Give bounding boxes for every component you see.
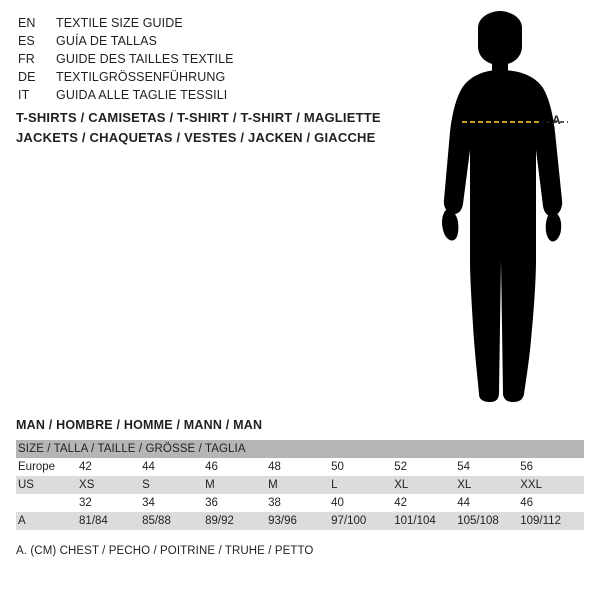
cell: 44 — [457, 494, 520, 512]
language-row — [18, 70, 418, 88]
cell: 109/112 — [520, 512, 584, 530]
cell: 85/88 — [142, 512, 205, 530]
table-header-label: SIZE / TALLA / TAILLE / GRÖSSE / TAGLIA — [16, 440, 584, 458]
language-row — [18, 88, 418, 106]
cell: M — [268, 476, 331, 494]
table-row — [16, 458, 584, 476]
cell: L — [331, 476, 394, 494]
cell: 50 — [331, 458, 394, 476]
cell: 44 — [142, 458, 205, 476]
table-row — [16, 476, 584, 494]
category-tshirts: T-SHIRTS / CAMISETAS / T-SHIRT / T-SHIRT / MAGLIETTE — [16, 110, 381, 125]
category-list — [16, 110, 436, 150]
table-row-header — [16, 440, 584, 458]
size-table — [16, 440, 584, 530]
cell: 93/96 — [268, 512, 331, 530]
cell: 46 — [205, 458, 268, 476]
category-jackets: JACKETS / CHAQUETAS / VESTES / JACKEN / GIACCHE — [16, 130, 376, 145]
language-text: GUÍA DE TALLAS — [56, 34, 157, 48]
cell: M — [205, 476, 268, 494]
cell: 56 — [520, 458, 584, 476]
table-row — [16, 494, 584, 512]
measure-label-a: A — [552, 113, 561, 127]
footnote-chest-measure: A. (CM) CHEST / PECHO / POITRINE / TRUHE / PETTO — [16, 545, 314, 557]
male-silhouette-figure — [400, 10, 600, 410]
cell: 32 — [79, 494, 142, 512]
language-list — [18, 16, 418, 106]
language-text: GUIDE DES TAILLES TEXTILE — [56, 52, 234, 66]
cell: 52 — [394, 458, 457, 476]
language-row — [18, 34, 418, 52]
language-row — [18, 16, 418, 34]
cell: 36 — [205, 494, 268, 512]
cell: 89/92 — [205, 512, 268, 530]
cell: 42 — [394, 494, 457, 512]
table-heading-man: MAN / HOMBRE / HOMME / MANN / MAN — [16, 418, 263, 432]
cell: 34 — [142, 494, 205, 512]
language-row — [18, 52, 418, 70]
table-row — [16, 512, 584, 530]
cell: 54 — [457, 458, 520, 476]
cell: 81/84 — [79, 512, 142, 530]
row-label: US — [16, 476, 79, 494]
cell: 40 — [331, 494, 394, 512]
cell: 105/108 — [457, 512, 520, 530]
cell: 42 — [79, 458, 142, 476]
cell: XL — [394, 476, 457, 494]
language-text: TEXTILGRÖSSENFÜHRUNG — [56, 70, 226, 84]
language-code: FR — [18, 52, 35, 66]
cell: XL — [457, 476, 520, 494]
language-code: EN — [18, 16, 36, 30]
cell: S — [142, 476, 205, 494]
row-label — [16, 494, 79, 512]
cell: XS — [79, 476, 142, 494]
cell: 97/100 — [331, 512, 394, 530]
language-text: TEXTILE SIZE GUIDE — [56, 16, 183, 30]
language-code: DE — [18, 70, 36, 84]
language-code: ES — [18, 34, 35, 48]
cell: 48 — [268, 458, 331, 476]
row-label: A — [16, 512, 79, 530]
row-label: Europe — [16, 458, 79, 476]
language-code: IT — [18, 88, 30, 102]
cell: 38 — [268, 494, 331, 512]
cell: 46 — [520, 494, 584, 512]
silhouette-icon — [400, 10, 600, 410]
cell: XXL — [520, 476, 584, 494]
cell: 101/104 — [394, 512, 457, 530]
language-text: GUIDA ALLE TAGLIE TESSILI — [56, 88, 228, 102]
